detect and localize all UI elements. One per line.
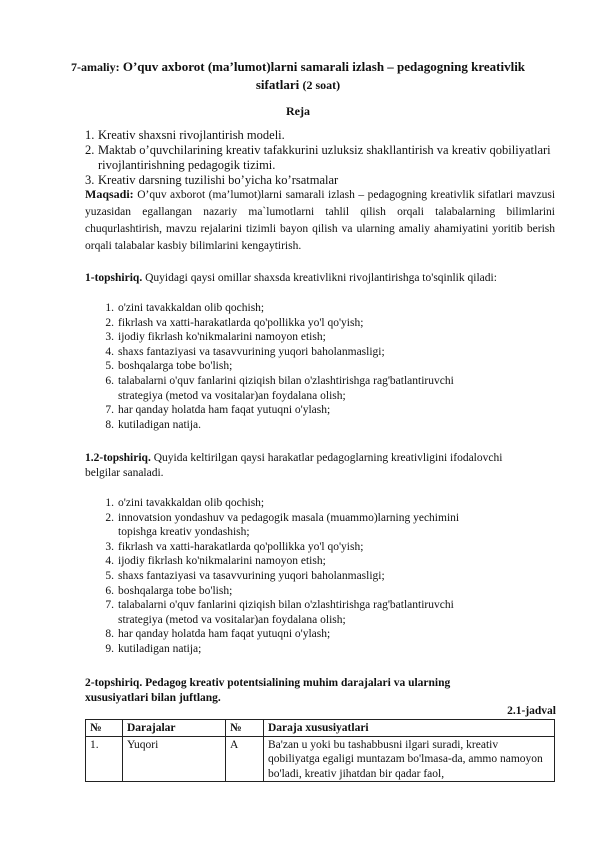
table-cell: Yuqori: [123, 736, 226, 782]
task1-list: [85, 301, 498, 432]
list-item: 7. har qanday holatda ham faqat yutuqni o'ylash;: [105, 404, 331, 417]
objective-text: mavzusi yuzasidan egallangan nazariy ma`lumotlarni tahlil qilish orqali talabalarning bilimlarini chuqurlashtirish, mavzu rejalarini tizimli bayon qilish va ularning amaliy ahamiyatini yoritib berish orqali talabalar kasbiy bilimlarini kengaytirish.: [85, 189, 556, 252]
table-header-cell: №: [226, 720, 264, 737]
list-item: 3. fikrlash va xatti-harakatlarda qo'pollikka yo'l qo'yish;: [105, 540, 364, 553]
task12-text: Quyida keltirilgan qaysi harakatlar pedagoglarning kreativligini ifodalovchi belgilar sanaladi.: [85, 452, 503, 479]
matching-table: [85, 719, 555, 782]
list-item: 2. innovatsion yondashuv va pedagogik masala (muammo)larning yechimini topishga kreativ yondashish;: [105, 511, 460, 539]
plan-item-number: 1.: [85, 128, 95, 142]
table-header-row: [86, 720, 555, 737]
task1-label: 1-topshiriq.: [85, 272, 143, 284]
table-cell: Ba'zan u yoki bu tashabbusni ilgari suradi, kreativ qobiliyatga egaligi muntazam bo'lmasa-da, ammo namoyon bo'ladi, kreativ jihatdan bir qadar faol,: [264, 736, 555, 782]
list-item: 8. har qanday holatda ham faqat yutuqni o'ylash;: [105, 628, 331, 641]
list-item: 5. shaxs fantaziyasi va tasavvurining yuqori baholanmasligi;: [105, 569, 385, 582]
plan-item-text: Kreativ shaxsni rivojlantirish modeli.: [98, 128, 285, 142]
list-item: 4. shaxs fantaziyasi va tasavvurining yuqori baholanmasligi;: [105, 345, 385, 358]
list-item: 4. ijodiy fikrlash ko'nikmalarini namoyon etish;: [105, 555, 326, 568]
plan-item-number: 3.: [85, 173, 95, 187]
plan-list: [85, 128, 555, 188]
list-item: 2. fikrlash va xatti-harakatlarda qo'pollikka yo'l qo'yish;: [105, 316, 364, 329]
list-item: 8. kutiladigan natija.: [105, 418, 202, 431]
plan-heading: Reja: [286, 104, 310, 118]
plan-item: [85, 128, 555, 143]
table-cell: 1.: [86, 736, 123, 782]
table-header-cell: №: [86, 720, 123, 737]
task12-label: 1.2-topshiriq.: [85, 452, 151, 464]
objective-label: Maqsadi:: [85, 187, 134, 201]
task1-text: Quyidagi qaysi omillar shaxsda kreativlikni rivojlantirishga to'sqinlik qiladi:: [145, 272, 497, 284]
list-item: 5. boshqalarga tobe bo'lish;: [105, 360, 233, 373]
list-item: 3. ijodiy fikrlash ko'nikmalarini namoyon etish;: [105, 331, 326, 344]
plan-item-text: Maktab o’quvchilarining kreativ tafakkurini uzluksiz shakllantirish va kreativ qobiliyatlari rivojlantirishning pedagogik tizimi.: [98, 143, 551, 172]
title-suffix: (2 soat): [302, 78, 341, 92]
list-item: 1. o'zini tavakkaldan olib qochish;: [105, 302, 265, 314]
list-item: 6. boshqalarga tobe bo'lish;: [105, 584, 233, 597]
objective-paragraph: [85, 186, 555, 255]
task1-heading: [85, 271, 560, 286]
plan-item-text: Kreativ darsning tuzilishi bo’yicha ko’rsatmalar: [98, 173, 339, 187]
table-caption: 2.1-jadval: [507, 705, 556, 717]
plan-item-number: 2.: [85, 143, 95, 157]
table-row: [86, 736, 555, 782]
objective-lead: O’quv axborot (ma’lumot)larni samarali izlash – pedagogning kreativlik sifatlari: [137, 189, 514, 201]
list-item: 9. kutiladigan natija;: [105, 642, 202, 655]
list-item: 1. o'zini tavakkaldan olib qochish;: [105, 497, 265, 509]
table-header-cell: Daraja xususiyatlari: [264, 720, 555, 737]
list-item: 6. talabalarni o'quv fanlarini qiziqish bilan o'zlashtirishga rag'batlantiruvchi strategiya (metod va vositalar)an foydalana olish;: [105, 374, 454, 402]
task12-list: [85, 496, 498, 657]
title-main: O’quv axborot (ma’lumot)larni samarali izlash – pedagogning kreativlik sifatlari: [122, 59, 526, 92]
list-item: 7. talabalarni o'quv fanlarini qiziqish bilan o'zlashtirishga rag'batlantiruvchi strategiya (metod va vositalar)an foydalana olish;: [105, 599, 454, 626]
page-title: [60, 58, 536, 94]
task12-heading: [85, 451, 505, 481]
plan-item: [85, 143, 555, 173]
table-cell: A: [226, 736, 264, 782]
title-prefix: 7-amaliy:: [70, 60, 120, 74]
task2-heading: 2-topshiriq. Pedagog kreativ potentsialining muhim darajalari va ularning xususiyatlari bilan juftlang.: [85, 677, 451, 704]
table-header-cell: Darajalar: [123, 720, 226, 737]
